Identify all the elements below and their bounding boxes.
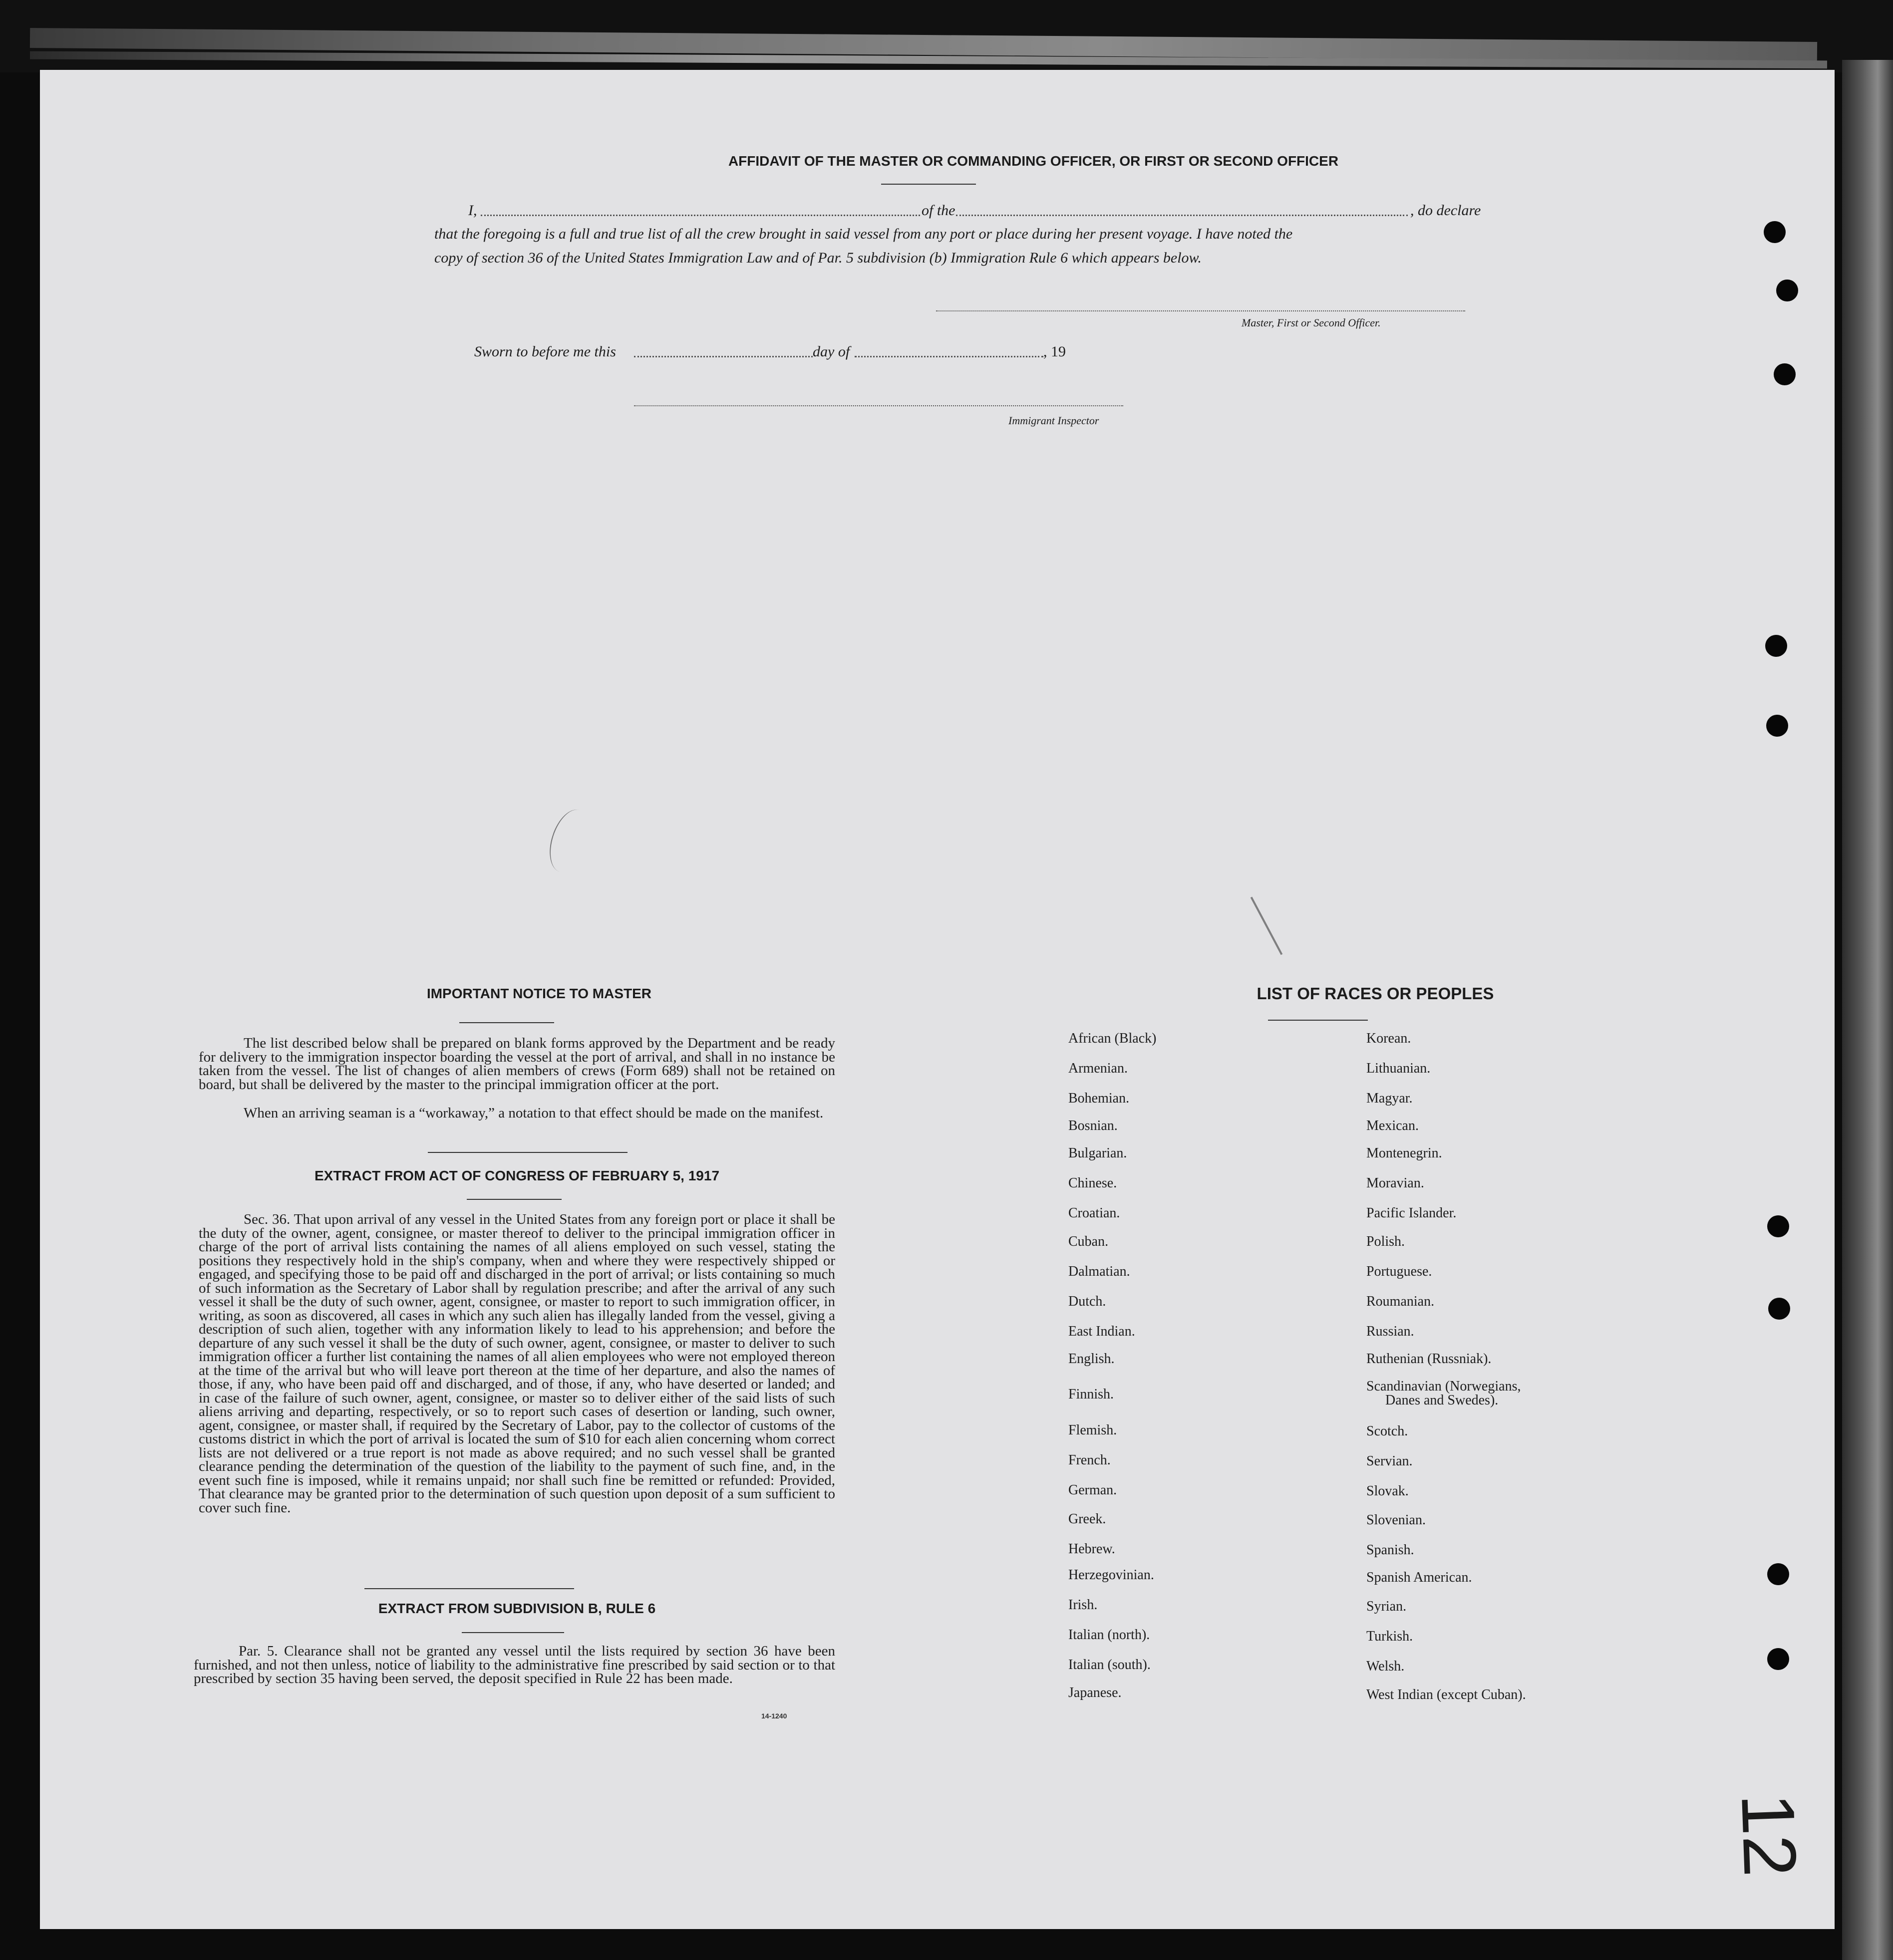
form-number: 14-1240 xyxy=(761,1712,787,1720)
divider xyxy=(467,1199,562,1200)
race-item: Portuguese. xyxy=(1366,1264,1432,1279)
punch-hole xyxy=(1767,1563,1789,1585)
name-blank xyxy=(481,215,920,216)
handwritten-page-number: 12 xyxy=(1726,1792,1813,1878)
race-item: Armenian. xyxy=(1068,1061,1128,1076)
affidavit-title: AFFIDAVIT OF THE MASTER OR COMMANDING OFFICER, OR FIRST OR SECOND OFFICER xyxy=(728,153,1339,169)
affidavit-i: I, xyxy=(468,202,477,219)
day-of-text: day of xyxy=(813,343,850,360)
race-item: Roumanian. xyxy=(1366,1294,1435,1309)
year-text: , 19 xyxy=(1043,343,1066,360)
race-item: Korean. xyxy=(1366,1031,1411,1046)
rule6-text: Par. 5. Clearance shall not be granted any vessel until the lists required by section 36 have been furnished, and not then unless, notice of liability to the administrative fine prescribed by said section or to that prescribed by section 35 having been served, the deposit specified in Rule 22 has been made. xyxy=(194,1643,835,1686)
race-item: Croatian. xyxy=(1068,1205,1120,1221)
divider xyxy=(462,1632,564,1633)
race-item: West Indian (except Cuban). xyxy=(1366,1687,1526,1702)
race-item: Hebrew. xyxy=(1068,1541,1115,1557)
pencil-mark xyxy=(1251,897,1283,955)
punch-hole xyxy=(1766,715,1788,737)
notice-paragraph-2: When an arriving seaman is a “workaway,” a notation to that effect should be made on the manifest. xyxy=(244,1105,824,1121)
race-item: Spanish American. xyxy=(1366,1570,1472,1585)
inspector-signature-line xyxy=(634,405,1123,406)
race-item: Scotch. xyxy=(1366,1423,1408,1439)
race-item: Polish. xyxy=(1366,1234,1405,1249)
race-item: Flemish. xyxy=(1068,1422,1117,1438)
race-item: Servian. xyxy=(1366,1453,1413,1469)
races-title: LIST OF RACES OR PEOPLES xyxy=(1257,984,1494,1003)
affidavit-declare: , do declare xyxy=(1410,202,1481,219)
race-item: Bosnian. xyxy=(1068,1118,1118,1133)
race-item: Ruthenian (Russniak). xyxy=(1366,1351,1492,1367)
race-item: German. xyxy=(1068,1482,1117,1498)
affidavit-of-the: of the xyxy=(922,202,955,219)
race-item: Italian (south). xyxy=(1068,1657,1151,1673)
race-item: East Indian. xyxy=(1068,1324,1135,1339)
punch-hole xyxy=(1774,363,1796,385)
notice-title: IMPORTANT NOTICE TO MASTER xyxy=(426,986,652,1001)
race-item: French. xyxy=(1068,1452,1111,1468)
race-item: Slovak. xyxy=(1366,1483,1409,1499)
race-item: Turkish. xyxy=(1366,1629,1413,1644)
race-item: African (Black) xyxy=(1068,1031,1157,1046)
race-item: Spanish. xyxy=(1366,1542,1414,1558)
pencil-mark xyxy=(543,805,597,877)
race-item: Syrian. xyxy=(1366,1599,1407,1614)
race-item: Mexican. xyxy=(1366,1118,1419,1133)
race-item: Scandinavian (Norwegians, xyxy=(1366,1379,1521,1394)
inspector-caption: Immigrant Inspector xyxy=(1008,414,1099,427)
master-signature-line xyxy=(936,310,1465,311)
race-item: Cuban. xyxy=(1068,1234,1109,1249)
race-item: Montenegrin. xyxy=(1366,1145,1442,1161)
race-item: Lithuanian. xyxy=(1366,1061,1431,1076)
punch-hole xyxy=(1765,635,1787,657)
race-item: Chinese. xyxy=(1068,1175,1117,1191)
race-item: Greek. xyxy=(1068,1511,1106,1527)
race-item: Herzegovinian. xyxy=(1068,1567,1154,1583)
punch-hole xyxy=(1776,280,1798,301)
film-right-edge xyxy=(1842,60,1893,1960)
punch-hole xyxy=(1767,1215,1789,1237)
race-item: Irish. xyxy=(1068,1597,1098,1613)
master-caption: Master, First or Second Officer. xyxy=(1242,316,1381,329)
divider xyxy=(459,1022,554,1023)
affidavit-line-2: that the foregoing is a full and true list of all the crew brought in said vessel from any port or place during her present voyage. I have noted the xyxy=(434,226,1293,242)
race-item: Finnish. xyxy=(1068,1387,1114,1402)
divider xyxy=(428,1152,628,1153)
punch-hole xyxy=(1767,1648,1789,1670)
race-item: Magyar. xyxy=(1366,1091,1413,1106)
race-item: Dalmatian. xyxy=(1068,1264,1130,1279)
race-item: Slovenian. xyxy=(1366,1512,1426,1528)
sworn-text: Sworn to before me this xyxy=(474,343,616,360)
race-item: Bohemian. xyxy=(1068,1091,1130,1106)
race-item: English. xyxy=(1068,1351,1115,1367)
race-item: Dutch. xyxy=(1068,1294,1106,1309)
day-blank xyxy=(634,356,813,357)
notice-paragraph-1: The list described below shall be prepared on blank forms approved by the Department and be ready for delivery to the immigration inspector boarding the vessel at the port of arrival, and shall in no instance be taken from the vessel. The list of changes of alien members of crews (Form 689) shall not be retained on board, but shall be delivered by the master to the principal immigration officer at the port. xyxy=(199,1035,835,1093)
punch-hole xyxy=(1768,1298,1790,1320)
rule6-title: EXTRACT FROM SUBDIVISION B, RULE 6 xyxy=(378,1601,656,1616)
race-item-continued: Danes and Swedes). xyxy=(1385,1393,1499,1408)
act-section-36-text: Sec. 36. That upon arrival of any vessel in the United States from any foreign port or place it shall be the duty of the owner, agent, consignee, or master thereof to deliver to the principal immigration officer in charge of the port of arrival lists containing the names of all aliens employed on such vessel, stating the positions they respectively hold in the ship's company, when and where they were respectively shipped or engaged, and specifying those to be paid off and discharged in the port of arrival; or lists containing so much of such information as the Secretary of Labor shall by regulation prescribe; and after the arrival of any such vessel it shall be the duty of such owner, agent, consignee, or master to report to such immigration officer, in writing, as soon as discovered, all cases in which any such alien has illegally landed from the vessel, giving a description of such alien, together with any information likely to lead to his apprehension; and before the departure of any such vessel it shall be the duty of such owner, agent, consignee, or master to deliver to such immigration officer a further list containing the names of all alien employees who were not employed thereon at the time of the arrival but who will leave port thereon at the time of her departure, and also the names of those, if any, who have been paid off and discharged, and of those, if any, who have deserted or landed; and in case of the failure of such owner, agent, consignee, or master so to deliver either of the said lists of such aliens arriving and departing, respectively, or so to report such cases of desertion or landing, such owner, agent, consignee, or master shall, if required by the Secretary of Labor, pay to the collector of customs of the customs district in which the port of arrival is located the sum of $10 for each alien concerning whom correct lists are not delivered or a true report is not made as above required; and no such vessel shall be granted clearance pending the determination of the question of the liability to the payment of such fine, and, in the event such fine is imposed, while it remains unpaid; nor shall such fine be remitted or refunded: Provided, That clearance may be granted prior to the determination of such question upon deposit of a sum sufficient to cover such fine. xyxy=(199,1211,835,1516)
race-item: Bulgarian. xyxy=(1068,1145,1127,1161)
divider xyxy=(364,1588,574,1589)
punch-hole xyxy=(1764,221,1786,243)
race-item: Moravian. xyxy=(1366,1175,1424,1191)
race-item: Welsh. xyxy=(1366,1659,1405,1674)
race-item: Pacific Islander. xyxy=(1366,1205,1457,1221)
film-top-edge xyxy=(0,0,1893,72)
race-item: Russian. xyxy=(1366,1324,1414,1339)
race-item: Japanese. xyxy=(1068,1685,1122,1700)
act-title: EXTRACT FROM ACT OF CONGRESS OF FEBRUARY 5, 1917 xyxy=(314,1168,720,1183)
month-blank xyxy=(855,356,1043,357)
document-page xyxy=(40,70,1835,1929)
divider xyxy=(1268,1020,1368,1021)
race-item: Italian (north). xyxy=(1068,1627,1150,1643)
affidavit-line-3: copy of section 36 of the United States Immigration Law and of Par. 5 subdivision (b) Immigration Rule 6 which appears below. xyxy=(434,250,1202,266)
divider xyxy=(881,184,976,185)
vessel-blank xyxy=(956,215,1408,216)
